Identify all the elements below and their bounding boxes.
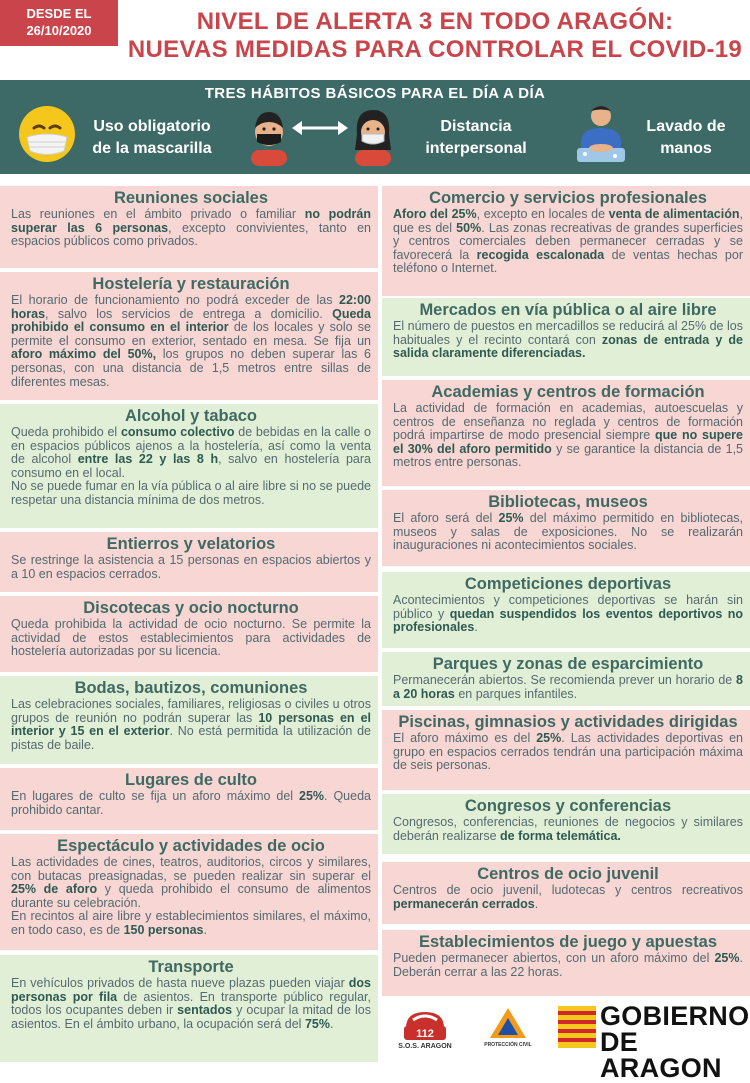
measure-card-title: Transporte bbox=[148, 958, 234, 976]
page-title bbox=[120, 8, 750, 64]
measure-card-title: Alcohol y tabaco bbox=[124, 407, 258, 425]
measure-card-text: El aforo será del 25% del máximo permitido en bibliotecas, museos y salas de exposiciones. No se realizarán inauguraciones ni acontecimientos sociales. bbox=[393, 511, 743, 553]
measure-card-title: Parques y zonas de esparcimiento bbox=[432, 655, 704, 673]
sos-aragon-logo bbox=[400, 1006, 450, 1042]
measure-card-text: La actividad de formación en academias, autoescuelas y centros de enseñanza no reglada y centros de formación podrá impartirse de modo presencial siempre que no supere el 30% del aforo permitido y se garantice la distancia de 1,5 metros entre personas. bbox=[393, 401, 744, 470]
date-badge bbox=[0, 0, 118, 46]
masked-man-icon bbox=[245, 106, 293, 166]
measure-card-title: Hostelería y restauración bbox=[92, 275, 290, 293]
measure-card bbox=[382, 794, 750, 854]
measure-card-text: Congresos, conferencias, reuniones de negocios y similares deberán realizarse de forma telemática. bbox=[393, 815, 743, 843]
wash-habit-label bbox=[626, 116, 746, 160]
measure-card bbox=[0, 272, 378, 400]
measure-card-title: Academias y centros de formación bbox=[431, 383, 705, 401]
measure-card-text: El horario de funcionamiento no podrá exceder de las 22:00 horas, salvo los servicios de entrega a domicilio. Queda prohibido el consumo en el interior de los locales y solo se permite el consumo en exterior, sentado en mesa. Se fija un aforo máximo del 50%, los grupos no deben superar las 6 personas, con una distancia de 1,5 metros entre sillas de diferentes mesas. bbox=[11, 293, 371, 389]
proteccion-civil-logo bbox=[488, 1006, 528, 1040]
wash-habit-label-line2: manos bbox=[660, 140, 712, 157]
measure-card bbox=[382, 862, 750, 924]
measure-card-title: Espectáculo y actividades de ocio bbox=[57, 837, 325, 855]
measure-card bbox=[382, 490, 750, 566]
measure-card bbox=[0, 676, 378, 764]
page-title-line2: NUEVAS MEDIDAS PARA CONTROLAR EL COVID-19 bbox=[127, 36, 743, 63]
pc-caption: PROTECCIÓN CIVIL bbox=[484, 1042, 532, 1048]
measure-card-text: En vehículos privados de hasta nueve plazas pueden viajar dos personas por fila de asientos. En transporte público regular, todos los ocupantes deben ir sentados y ocupar la mitad de los asientos. En el ámbito urbano, la ocupación será del 75%. bbox=[11, 976, 371, 1031]
sos-number: 112 bbox=[416, 1028, 434, 1040]
measure-card-title: Establecimientos de juego y apuestas bbox=[418, 933, 717, 951]
measure-card-title: Congresos y conferencias bbox=[464, 797, 672, 815]
measure-card-title: Competiciones deportivas bbox=[464, 575, 672, 593]
measure-card-text: Queda prohibida la actividad de ocio nocturno. Se permite la actividad de estos establecimientos para actividades de hostelería autorizadas por su licencia. bbox=[11, 617, 371, 659]
measure-card-text: Permanecerán abiertos. Se recomienda prever un horario de 8 a 20 horas en parques infantiles. bbox=[393, 673, 743, 701]
date-badge-line2: 26/10/2020 bbox=[26, 23, 92, 38]
measure-card-title: Entierros y velatorios bbox=[106, 535, 276, 553]
measure-card bbox=[0, 404, 378, 528]
measure-card bbox=[0, 596, 378, 672]
aragon-flag-icon bbox=[558, 1006, 596, 1048]
hand-washing-icon bbox=[571, 102, 631, 168]
distance-habit-label-line2: interpersonal bbox=[425, 140, 527, 157]
measure-card bbox=[382, 380, 750, 486]
mask-emoji-icon bbox=[17, 104, 77, 164]
measure-card bbox=[0, 186, 378, 268]
habits-title: TRES HÁBITOS BÁSICOS PARA EL DÍA A DÍA bbox=[204, 85, 546, 102]
measure-card-text: En lugares de culto se fija un aforo máximo del 25%. Queda prohibido cantar. bbox=[11, 789, 371, 817]
sos-caption: S.O.S. ARAGON bbox=[398, 1043, 452, 1050]
distance-habit-label-line1: Distancia bbox=[440, 118, 512, 135]
measure-card-title: Centros de ocio juvenil bbox=[477, 865, 659, 883]
measure-card-title: Bibliotecas, museos bbox=[488, 493, 648, 511]
gob-line2: DE ARAGON bbox=[600, 1027, 722, 1083]
distance-habit-label bbox=[404, 116, 548, 160]
mask-habit-label-line1: Uso obligatorio bbox=[93, 118, 211, 135]
gob-line1: GOBIERNO bbox=[600, 1001, 750, 1031]
measure-card bbox=[382, 572, 750, 648]
measure-card-text: Las celebraciones sociales, familiares, religiosas o civiles u otros grupos de reunión no podrán superar las 10 personas en el interior y 15 en el exterior. No está permitida la utilización de pistas de baile. bbox=[11, 697, 371, 752]
mask-habit-label bbox=[82, 116, 222, 160]
page-title-line1: NIVEL DE ALERTA 3 EN TODO ARAGÓN: bbox=[196, 8, 674, 35]
measure-card-text: Aforo del 25%, excepto en locales de venta de alimentación, que es del 50%. Las zonas recreativas de grandes superficies y centros comerciales deben permanecer cerradas y se favorecerá la recogida escalonada de ventas hechas por teléfono o Internet. bbox=[393, 207, 744, 276]
measure-card-text: Las actividades de cines, teatros, auditorios, circos y similares, con butacas preasignadas, se pueden realizar sin superar el 25% de aforo y queda prohibido el consumo de alimentos durante su celebración. En recintos al aire libre y establecimientos similares, el máximo, en todo caso, es de 150 personas. bbox=[11, 855, 371, 937]
measure-card-text: Acontecimientos y competiciones deportivas se harán sin público y quedan suspendidos los eventos deportivos no profesionales. bbox=[393, 593, 744, 635]
measure-card-text: Queda prohibido el consumo colectivo de bebidas en la calle o en espacios públicos ajenos a la hostelería, así como la venta de alcohol entre las 22 y las 8 h, salvo en hostelería para consumo en el local. No se puede fumar en la vía pública o al aire libre si no se puede respetar una distancia mínima de dos metros. bbox=[11, 425, 372, 507]
measure-card-title: Discotecas y ocio nocturno bbox=[83, 599, 299, 617]
measure-card bbox=[0, 532, 378, 592]
mask-habit-label-line2: de la mascarilla bbox=[92, 140, 212, 157]
measure-card-text: El aforo máximo es del 25%. Las actividades deportivas en grupo en espacios cerrados tendrán una participación máxima de seis personas. bbox=[393, 731, 743, 773]
measure-card bbox=[0, 955, 378, 1062]
measure-card-text: Se restringe la asistencia a 15 personas en espacios abiertos y a 10 en espacios cerrados. bbox=[11, 553, 371, 581]
habits-banner bbox=[0, 80, 750, 174]
measure-card bbox=[382, 930, 750, 996]
wash-habit-label-line1: Lavado de bbox=[646, 118, 726, 135]
measure-card-title: Reuniones sociales bbox=[113, 189, 269, 207]
gobierno-aragon-logo bbox=[600, 1003, 750, 1081]
measure-card bbox=[0, 768, 378, 830]
measure-card bbox=[382, 710, 750, 790]
measure-card bbox=[0, 834, 378, 950]
measure-card bbox=[382, 652, 750, 706]
measure-card-title: Mercados en vía pública o al aire libre bbox=[419, 301, 717, 319]
measure-card-text: El número de puestos en mercadillos se reducirá al 25% de los habituales y el recinto contará con zonas de entrada y de salida claramente diferenciadas. bbox=[393, 319, 743, 361]
measure-card bbox=[382, 186, 750, 296]
measure-card-title: Piscinas, gimnasios y actividades dirigidas bbox=[398, 713, 738, 731]
measure-card bbox=[382, 298, 750, 376]
masked-woman-icon bbox=[349, 104, 397, 166]
date-badge-line1: DESDE EL bbox=[26, 6, 92, 21]
measure-card-text: Centros de ocio juvenil, ludotecas y centros recreativos permanecerán cerrados. bbox=[393, 883, 743, 911]
measure-card-title: Lugares de culto bbox=[124, 771, 258, 789]
double-arrow-icon bbox=[290, 118, 350, 138]
measure-card-title: Comercio y servicios profesionales bbox=[429, 189, 707, 207]
measure-card-text: Las reuniones en el ámbito privado o familiar no podrán superar las 6 personas, excepto convivientes, tanto en espacios públicos como privados. bbox=[11, 207, 371, 249]
measure-card-title: Bodas, bautizos, comuniones bbox=[74, 679, 308, 697]
measure-card-text: Pueden permanecer abiertos, con un aforo máximo del 25%. Deberán cerrar a las 22 horas. bbox=[393, 951, 743, 979]
